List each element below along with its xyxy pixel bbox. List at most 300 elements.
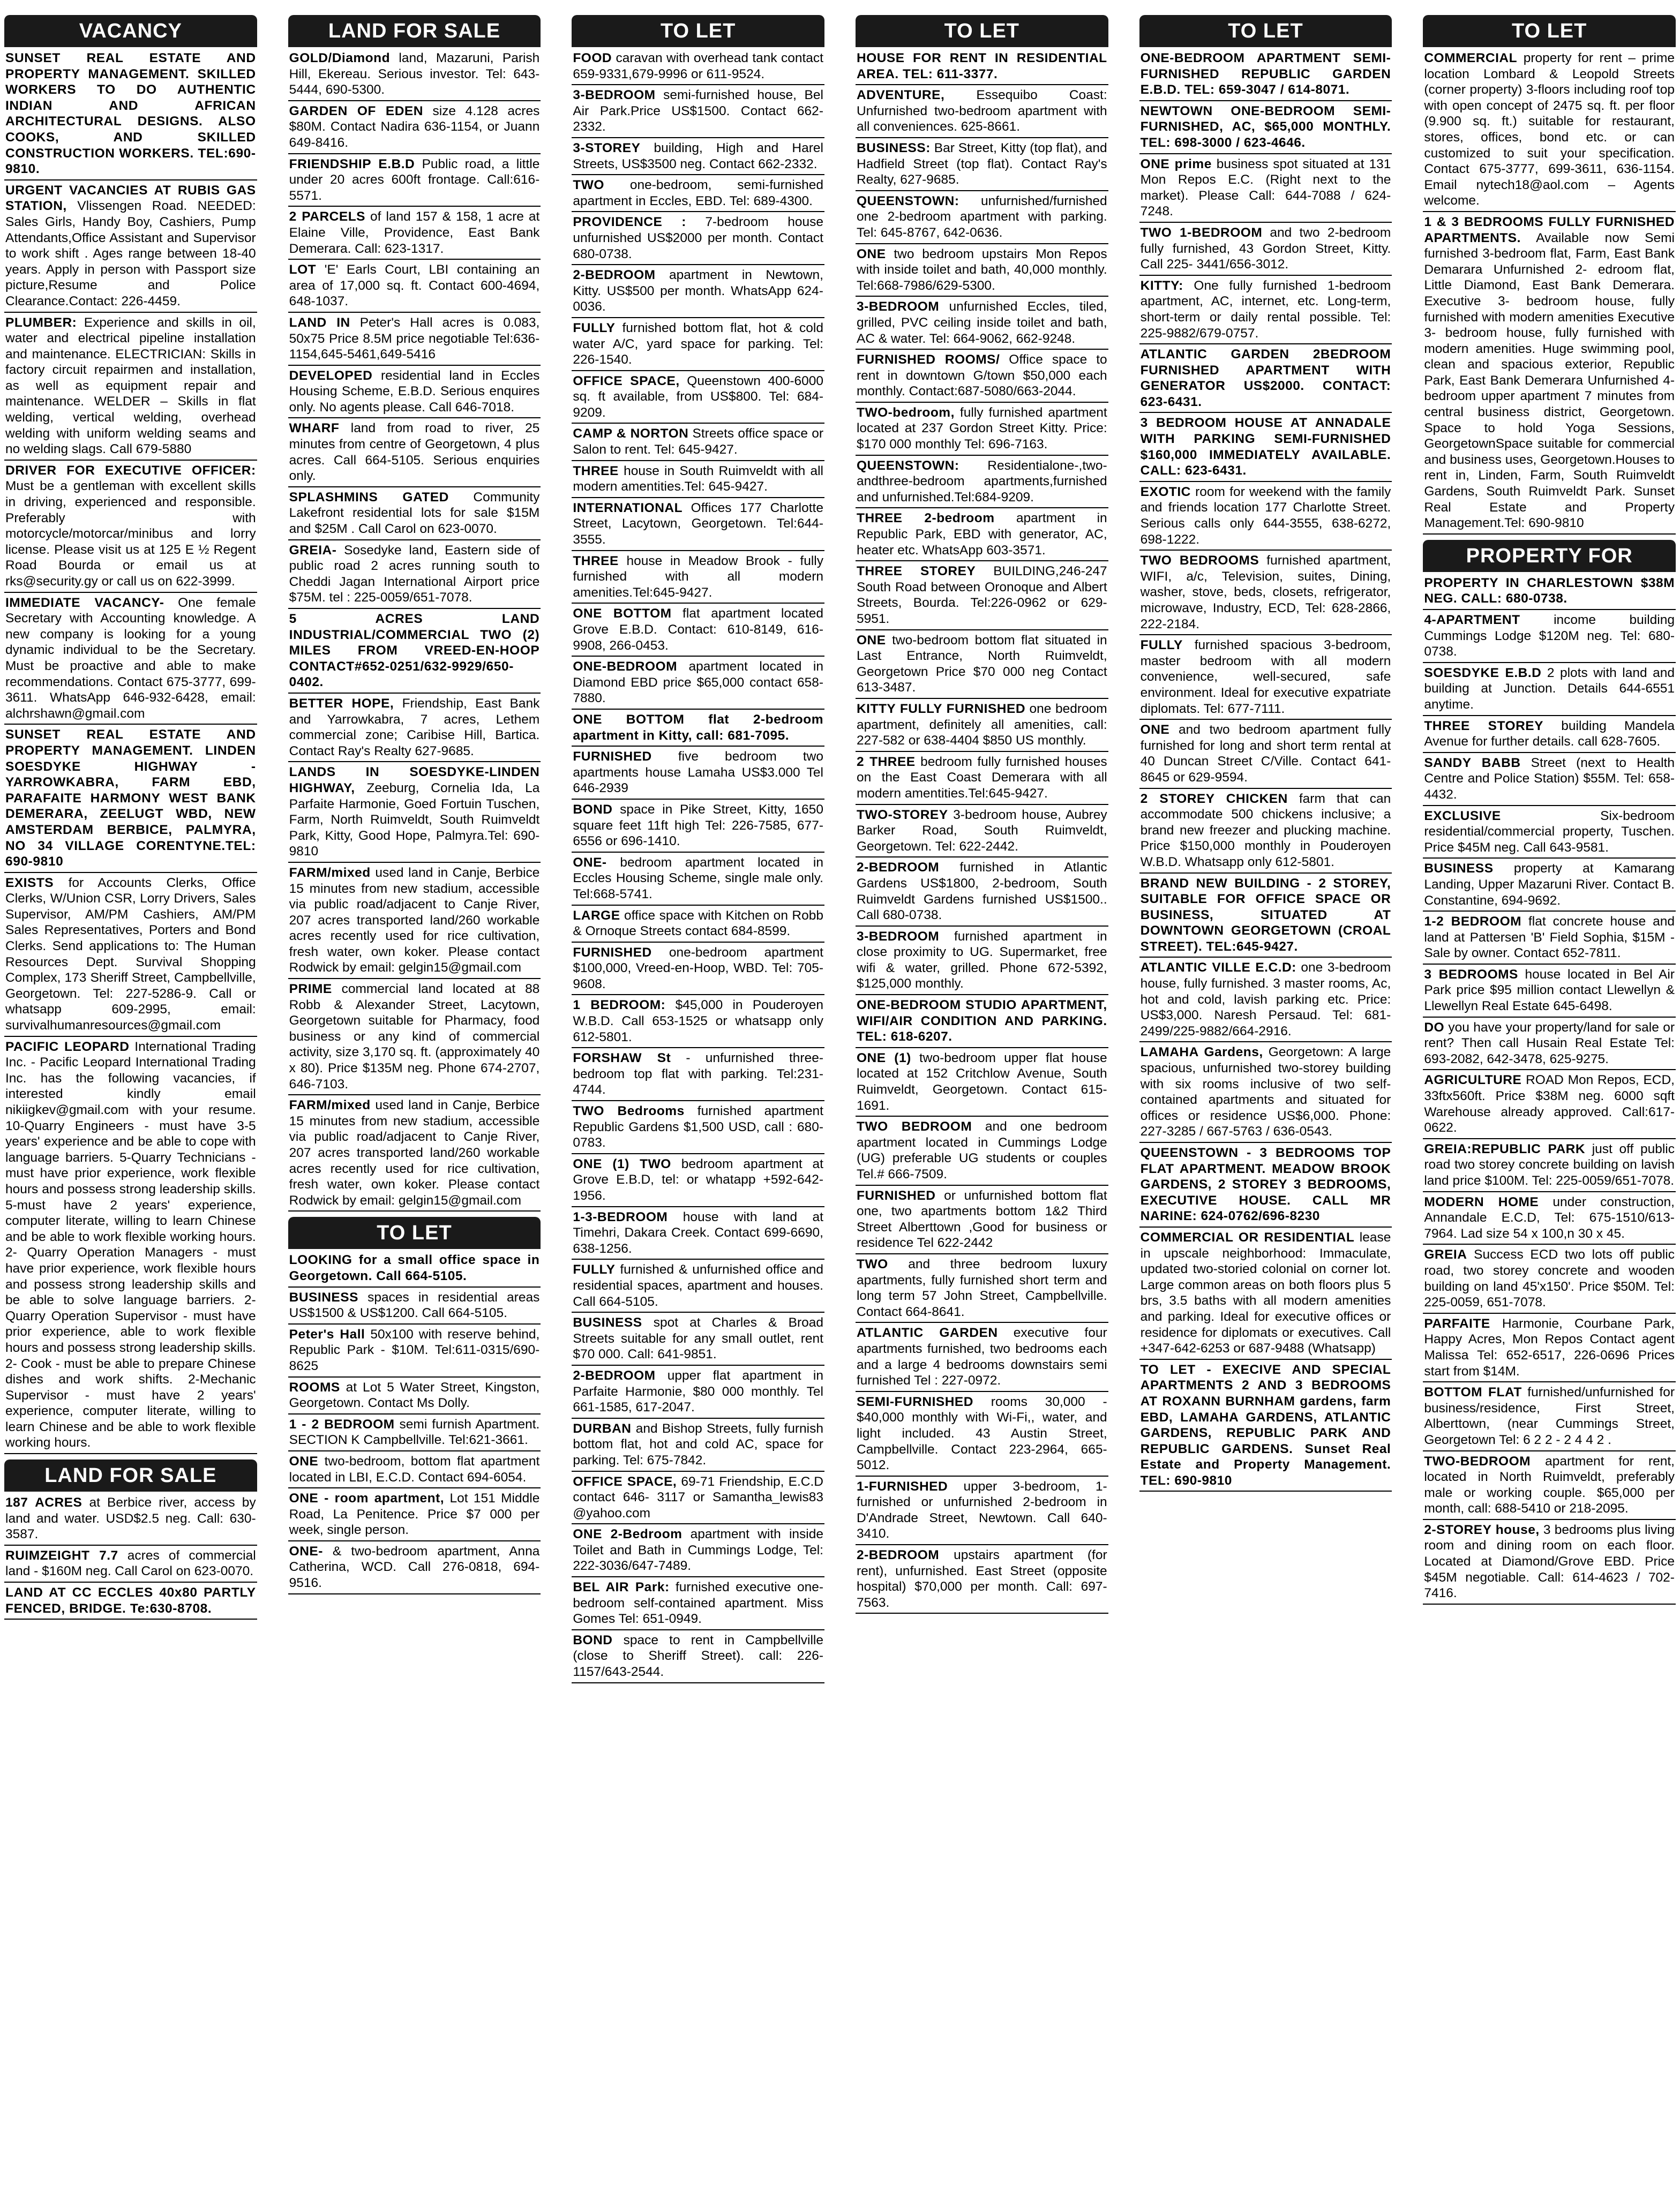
classified-ad <box>1139 103 1392 154</box>
ad-text: Friendship, East Bank and Yarrowkabra, 7 acres, Lethem commercial zone; Caribise Hill, Bartica. Contact Ray's Realty 627-9685. <box>289 696 540 758</box>
ad-text: Success ECD two lots off public road, two storey concrete and wooden building on land 45'x150'. Price $50M. Tel: 225-0059, 651-7078. <box>1424 1247 1675 1310</box>
classified-ad <box>1423 1454 1676 1520</box>
ad-text: apartment for rent, located in North Ruimveldt, preferably male or working couple. $65,000 per month, call: 688-5410 or 218-2095. <box>1424 1454 1675 1516</box>
ad-text: SUNSET REAL ESTATE AND PROPERTY MANAGEMENT. LINDEN SOESDYKE HIGHWAY - YARROWKABRA, FARM EBD, PARAFAITE HARMONY WEST BANK DEMERARA, ZEELUGT WBD, NEW AMSTERDAM BERBICE, PALMYRA, NO 34 VILLAGE CORENTYNE.TEL: 690-9810 <box>5 727 256 869</box>
ad-lead: 1 & 3 BEDROOMS FULLY FURNISHED APARTMENTS. <box>1424 214 1675 245</box>
ad-lead: FORSHAW St <box>573 1051 671 1066</box>
ad-text: space to rent in Campbellville (close to Sheriff Street). call: 226-1157/643-2544. <box>573 1632 823 1680</box>
ad-text: house with land at Timehri, Dakara Creek. Contact 699-6690, 638-1256. <box>573 1209 823 1256</box>
ad-text: flat concrete house and land at Pattersen 'B' Field Sophia, $15M - Sale by owner. Contact 652-7811. <box>1424 914 1675 961</box>
ad-lead: OFFICE SPACE, <box>573 1474 677 1489</box>
ad-lead: PACIFIC LEOPARD <box>5 1039 130 1054</box>
ad-text: farm that can accommodate 500 chickens inclusive; a brand new freezer and plucking machine. Price $150,000 monthly in Pouderoyen W.B.D. Whatsapp only 612-5801. <box>1140 791 1391 869</box>
ad-text: Street (next to Health Centre and Police Station) $55M. Tel: 658-4432. <box>1424 755 1675 802</box>
ad-lead: NEWTOWN ONE-BEDROOM SEMI-FURNISHED, AC, $65,000 MONTHLY. TEL: 698-3000 / 623-4646. <box>1140 103 1391 150</box>
classified-ad <box>1139 484 1392 551</box>
column-5 <box>1139 15 1392 2208</box>
ad-text: 7-bedroom house unfurnished US$2000 per month. Contact 680-0738. <box>573 215 823 261</box>
ad-text: bedroom fully furnished houses on the East Coast Demerara with all modern amentities.Tel:645-9427. <box>856 754 1107 801</box>
ad-lead: FARM/mixed <box>289 865 371 880</box>
ad-text: or unfurnished bottom flat one, two apartments bottom 1&2 Third Street Alberttown ,Good for business or residence Tel 622-2442 <box>856 1188 1107 1251</box>
classified-ad <box>572 1526 824 1577</box>
ad-lead: FURNISHED <box>573 749 652 764</box>
classified-ad <box>856 754 1108 805</box>
ad-lead: FURNISHED ROOMS/ <box>856 352 1000 367</box>
ad-text: commercial land located at 88 Robb & Alexander Street, Lacytown, Georgetown suitable for Pharmacy, food business or any kind of commercial activity, size 3,170 sq. ft. (approximately 40 x 80). Price $135M neg. Phone 674-2707, 646-7103. <box>289 982 540 1092</box>
classified-ad <box>4 595 257 725</box>
ad-lead: GREIA- <box>289 543 337 558</box>
classified-ad <box>288 1454 541 1488</box>
ad-lead: QUEENSTOWN: <box>856 458 959 473</box>
classified-ad <box>288 103 541 154</box>
ad-text: five bedroom two apartments house Lamaha US$3.000 Tel 646-2939 <box>573 749 823 796</box>
classified-ad <box>288 50 541 101</box>
ad-lead: BOTTOM FLAT <box>1424 1385 1522 1400</box>
ad-lead: ONE (1) TWO <box>573 1156 671 1171</box>
ad-text: & two-bedroom apartment, Anna Catherina, WCD. Call 276-0818, 694-9516. <box>289 1544 540 1591</box>
ad-text: apartment in Republic Park, EBD with generator, AC, heater etc. WhatsApp 603-3571. <box>856 511 1107 558</box>
column-2 <box>288 15 541 2208</box>
classified-ad <box>288 611 541 694</box>
classified-ad <box>1139 553 1392 635</box>
classified-ad <box>572 659 824 710</box>
ad-text: used land in Canje, Berbice 15 minutes from new stadium, accessible via public road/adjacent to Canje River, 207 acres transported land/260 workable acres recently used for rice cultivation, fresh water, own koker. Please contact Rodwick by email: gelgin15@gmail.com <box>289 865 540 975</box>
classified-ad <box>288 209 541 260</box>
ad-lead: PLUMBER: <box>5 315 77 330</box>
ad-text: and one bedroom apartment located in Cummings Lodge (UG) preferable UG students or couples Tel.# 666-7509. <box>856 1119 1107 1182</box>
classified-ad <box>288 1252 541 1287</box>
ad-lead: 1-3-BEDROOM <box>573 1209 668 1224</box>
ad-lead: FULLY <box>573 1262 616 1277</box>
ad-text: flat apartment located Grove E.B.D. Contact: 610-8149, 616-9908, 266-0453. <box>573 606 823 653</box>
ad-lead: 2-BEDROOM <box>573 268 656 283</box>
ad-text: LAND AT CC ECCLES 40x80 PARTLY FENCED, BRIDGE. Te:630-8708. <box>5 1585 256 1616</box>
ad-lead: BETTER HOPE, <box>289 696 394 711</box>
ad-text: residential land in Eccles Housing Scheme, E.B.D. Serious enquires only. No agents please. Call 646-7018. <box>289 368 540 415</box>
ad-text: semi furnish Apartment. SECTION K Campbellville. Tel:621-3661. <box>289 1417 540 1448</box>
ad-text: one-bedroom apartment $100,000, Vreed-en-Hoop, WBD. Tel: 705-9608. <box>573 945 823 991</box>
classified-ad <box>288 262 541 313</box>
ad-lead: 2-BEDROOM <box>856 860 940 875</box>
classified-ad <box>1423 967 1676 1018</box>
classified-ad <box>1423 1020 1676 1071</box>
classified-ad <box>4 50 257 180</box>
ad-lead: 187 ACRES <box>5 1495 82 1510</box>
ad-text: upstairs apartment (for rent), unfurnished. East Street (opposite hospital) $70,000 per month. Call: 697-7563. <box>856 1548 1107 1610</box>
classified-ad <box>572 500 824 551</box>
ad-lead: 2-BEDROOM <box>573 1368 656 1383</box>
classified-ad <box>572 855 824 906</box>
ad-text: 50x100 with reserve behind, Republic Park - $10M. Tel:611-0315/690-8625 <box>289 1327 540 1373</box>
ad-lead: PRIME <box>289 982 332 997</box>
classified-ad <box>572 267 824 318</box>
ad-lead: AGRICULTURE <box>1424 1073 1522 1088</box>
classified-ad <box>856 1257 1108 1323</box>
ad-lead: ATLANTIC VILLE E.C.D: <box>1140 960 1296 975</box>
classified-ad <box>288 156 541 207</box>
ad-lead: THREE <box>573 553 619 568</box>
classified-ad <box>572 87 824 138</box>
ad-text: for Accounts Clerks, Office Clerks, W/Union CSR, Lorry Drivers, Sales Supervisor, AM/PM Cashiers, AM/PM Sales Representatives, Porters and Bond Clerks. Send applications to: The Human Resources Dept. Survival Shopping Complex, 173 Sheriff Street, Campbellville, Georgetown. Tel: 227-5286-9. Call or whatsapp 609-2995, email: survivalhumanresources@gmail.com <box>5 875 256 1033</box>
ad-lead: 3 BEDROOM HOUSE AT ANNADALE WITH PARKING SEMI-FURNISHED $160,000 IMMEDIATELY AVAILABLE. CALL: 623-6431. <box>1140 416 1391 478</box>
ad-text: office space with Kitchen on Robb & Ornoque Streets contact 684-8599. <box>573 908 823 939</box>
ad-lead: 3-BEDROOM <box>856 929 940 944</box>
ad-text: acres of commercial land - $160M neg. Call Carol on 623-0070. <box>5 1548 256 1579</box>
ad-lead: ATLANTIC GARDEN <box>856 1326 998 1341</box>
classified-ad <box>1423 1247 1676 1313</box>
classified-ad <box>856 997 1108 1048</box>
classified-ad <box>572 177 824 212</box>
classified-ad <box>572 712 824 747</box>
classified-ad <box>572 1262 824 1313</box>
ad-lead: TWO <box>856 1257 888 1271</box>
ad-text: Residentialone-,two-andthree-bedroom apartments,furnished and unfurnished.Tel:684-9209. <box>856 458 1107 505</box>
ad-lead: ONE- <box>573 855 607 870</box>
ad-text: 'E' Earls Court, LBI containing an area of 17,000 sq. ft. Contact 600-4694, 648-1037. <box>289 262 540 309</box>
ad-text: building Mandela Avenue for further details. call 628-7605. <box>1424 718 1675 749</box>
ad-lead: TO LET - EXECIVE AND SPECIAL APARTMENTS 2 AND 3 BEDROOMS AT ROXANN BURNHAM gardens, farm EBD, LAMAHA GARDENS, ATLANTIC GARDENS, REPUBLIC PARK AND REPUBLIC GARDENS. Sunset Real Estate and Property Management. TEL: 690-9810 <box>1140 1362 1391 1488</box>
ad-text: one-bedroom, semi-furnished apartment in Eccles, EBD. Tel: 689-4300. <box>573 178 823 208</box>
classified-ad <box>1423 1141 1676 1192</box>
ad-lead: OFFICE SPACE, <box>573 373 680 388</box>
ad-lead: BOND <box>573 802 613 817</box>
ad-lead: 3 BEDROOMS <box>1424 967 1518 982</box>
ad-text: two-bedroom upper flat house located at 152 Critchlow Avenue, South Ruimveldt, Georgetown. Contact 615-1691. <box>856 1050 1107 1113</box>
ad-text: Queenstown 400-6000 sq. ft available, from US$800. Tel: 684-9209. <box>573 373 823 420</box>
ad-text: lease in upscale neighborhood: Immaculate, updated two-storied colonial on corner lot. Large common areas on both floors plus 5 brs, 3.5 baths with all modern amenities and parking. Ideal for executive offices or residence for diplomats or executives. Call +347-642-6253 or 687-9488 (Whatsapp) <box>1140 1230 1391 1356</box>
ad-text: just off public road two storey concrete building on lavish land price $100M. Tel: 225-0059/651-7078. <box>1424 1141 1675 1188</box>
classified-ad <box>856 510 1108 561</box>
classified-ad <box>572 1579 824 1630</box>
ad-lead: BUSINESS <box>1424 861 1494 876</box>
ad-lead: MODERN HOME <box>1424 1194 1539 1209</box>
classified-ad <box>572 426 824 461</box>
classified-ad <box>856 1188 1108 1254</box>
ad-lead: HOUSE FOR RENT IN RESIDENTIAL AREA. TEL: 611-3377. <box>856 51 1107 81</box>
ad-text: one bedroom apartment, definitely all amenities, call: 227-582 or 638-4404 $850 US monthly. <box>856 701 1107 748</box>
classified-ad <box>572 749 824 800</box>
ad-text: Sosedyke land, Eastern side of public road 2 acres running south to Cheddi Jagan International Airport price $75M. tel : 225-0059/651-7078. <box>289 543 540 605</box>
classified-ad <box>572 50 824 85</box>
ad-text: at Berbice river, access by land and water. USD$2.5 neg. Call: 630-3587. <box>5 1495 256 1542</box>
classified-ad <box>1423 1522 1676 1605</box>
ad-text: two-bedroom, bottom flat apartment located in LBI, E.C.D. Contact 694-6054. <box>289 1454 540 1485</box>
classified-ad <box>856 860 1108 926</box>
ad-lead: SPLASHMINS GATED <box>289 490 449 505</box>
classified-ad <box>572 463 824 498</box>
ad-lead: LANDS IN SOESDYKE-LINDEN HIGHWAY, <box>289 765 540 795</box>
classified-ad <box>1423 1385 1676 1451</box>
ad-text: One fully furnished 1-bedroom apartment, AC, internet, etc. Long-term, short-term or daily rental possible. Tel: 225-9882/679-0757. <box>1140 278 1391 341</box>
ad-lead: ONE (1) <box>856 1050 911 1065</box>
classified-ad <box>1139 1230 1392 1360</box>
classified-ad <box>856 299 1108 350</box>
ad-text: 3 bedrooms plus living room and dining room on each floor. Located at Diamond/Grove EBD. Price $45M negotiable. Call: 614-4623 / 702-7416. <box>1424 1522 1675 1601</box>
classified-ad <box>288 1380 541 1415</box>
ad-text: furnished apartment, WIFI, a/c, Television, suites, Dining, washer, stove, beds, closets, refrigerator, microwave, Industry, ECD, Tel: 628-2866, 222-2184. <box>1140 553 1391 631</box>
ad-text: furnished in Atlantic Gardens US$1800, 2-bedroom, South Ruimveldt Gardens furnished US$1500.. Call 680-0738. <box>856 860 1107 923</box>
ad-text: used land in Canje, Berbice 15 minutes from new stadium, accessible via public road/adjacent to Canje River, 207 acres transported land/260 workable acres recently used for rice cultivation, fresh water, own koker. Please contact Rodwick by email: gelgin15@gmail.com <box>289 1098 540 1208</box>
ad-lead: ONE <box>856 246 886 261</box>
ad-lead: KITTY: <box>1140 278 1183 293</box>
ad-text: Vlissengen Road. NEEDED: Sales Girls, Handy Boy, Cashiers, Pump Attendants,Office Assistant and Supervisor to work shift . Ages range between 18-40 years. Apply in person with Passport size picture,Resume and Police Clearance.Contact: 226-4459. <box>5 199 256 309</box>
classified-ad <box>288 764 541 863</box>
ad-text: 2 plots with land and building at Junction. Details 644-6551 anytime. <box>1424 665 1675 712</box>
ad-lead: ONE BOTTOM <box>573 606 672 621</box>
ad-text: ROAD Mon Repos, ECD, 33ftx560ft. Price $38M neg. 6000 sqft Warehouse already approved. Call:617-0622. <box>1424 1073 1675 1135</box>
ad-text: furnished executive one-bedroom self-contained apartment. Miss Gomes Tel: 651-0949. <box>573 1580 823 1627</box>
classified-ad <box>856 1050 1108 1117</box>
column-1 <box>4 15 257 2208</box>
column-4 <box>856 15 1108 2208</box>
classified-ad <box>856 50 1108 85</box>
ad-text: Bar Street, Kitty (top flat), and Hadfield Street (top flat). Contact Ray's Realty, 627-9685. <box>856 140 1107 187</box>
ad-lead: 1-FURNISHED <box>856 1479 948 1494</box>
classified-ad <box>4 463 257 593</box>
ad-text: size 4.128 acres $80M. Contact Nadira 636-1154, or Juann 649-8416. <box>289 103 540 150</box>
ad-lead: KITTY FULLY FURNISHED <box>856 701 1026 716</box>
classified-ad <box>1423 914 1676 965</box>
classified-ad <box>856 193 1108 244</box>
section-header: LAND FOR SALE <box>4 1459 257 1492</box>
classified-ad <box>572 1050 824 1101</box>
ad-text: of land 157 & 158, 1 acre at Elaine Ville, Providence, East Bank Demerara. Call: 623-1317. <box>289 209 540 256</box>
ad-text: furnished & unfurnished office and residential spaces, apartment and houses. Call 664-5105. <box>573 1262 823 1309</box>
ad-lead: SANDY BABB <box>1424 755 1521 770</box>
classified-ad <box>856 807 1108 858</box>
ad-text: one 3-bedroom house, fully furnished. 3 master rooms, Ac, hot and cold, lavish parking etc. Price: US$3,000. Naresh Persaud. Tel: 681-2499/225-9882/664-2916. <box>1140 960 1391 1039</box>
classified-ad <box>288 368 541 419</box>
classified-ad <box>572 606 824 657</box>
classified-ad <box>572 373 824 424</box>
classified-ad <box>4 875 257 1037</box>
ad-lead: THREE STOREY <box>856 564 976 579</box>
ad-text: International Trading Inc. - Pacific Leopard International Trading Inc. has the following vacancies, if interested kindly email nikiigkev@gmail.com with your resume. 10-Quarry Engineers - must have 3-5 years' experience and be able to cope with language barriers. 5-Quarry Technicians - must have prior experience, work flexible hours and possess strong leadership skills. 5-must have 2 years' experience, computer literate, willing to learn Chinese and be able to work flexible working hours. 2- Quarry Operation Managers - must have prior experience, work flexible hours and possess strong leadership skills and be able to solve language barriers. 2- Quarry Operation Supervisor - must have prior experience, able to work flexible hours and possess strong leadership skills. 2- Cook - must be able to prepare Chinese dishes and work shifts. 2-Mechanic Supervisor - must have 2 years' experience, computer literate, willing to learn Chinese and be able to work flexible working hours. <box>5 1039 256 1450</box>
column-6 <box>1423 15 1676 2208</box>
classified-ad <box>856 352 1108 403</box>
classified-ad <box>1139 225 1392 276</box>
ad-lead: BUSINESS <box>289 1290 358 1305</box>
classified-ad <box>1423 755 1676 806</box>
ad-text: 69-71 Friendship, E.C.D contact 646- 3117 or Samantha_lewis83 @yahoo.com <box>573 1474 823 1521</box>
classified-ad <box>288 1491 541 1541</box>
ad-text: house in Meadow Brook - fully furnished with all modern amenities.Tel:645-9427. <box>573 553 823 600</box>
classified-ad <box>1139 347 1392 413</box>
classified-ad <box>288 1327 541 1378</box>
classified-ad <box>572 1421 824 1472</box>
ad-text: and two 2-bedroom fully furnished, 43 Gordon Street, Kitty. Call 225- 3441/656-3012. <box>1140 225 1391 272</box>
ad-lead: COMMERCIAL <box>1424 51 1518 65</box>
classified-ad <box>572 553 824 604</box>
ad-lead: SEMI-FURNISHED <box>856 1394 973 1409</box>
ad-lead: FRIENDSHIP E.B.D <box>289 156 415 171</box>
ad-text: furnished bottom flat, hot & cold water A/C, yard space for parking. Tel: 226-1540. <box>573 320 823 367</box>
classified-ad <box>572 1156 824 1207</box>
ad-text: property for rent – prime location Lombard & Leopold Streets (corner property) 3-floors including roof top with open concept of 2475 sq. ft. per floor (9.900 sq. ft.) suitable for restaurant, stores, offices, bond etc. or can customized to suit your specification. Contact 675-3777, 699-3611, 636-1154. Email nytech18@aol.com – Agents welcome. <box>1424 51 1675 208</box>
classified-ad <box>1139 637 1392 720</box>
ad-lead: LAMAHA Gardens, <box>1140 1045 1263 1060</box>
classified-ad <box>1423 1072 1676 1139</box>
ad-text: two bedroom upstairs Mon Repos with inside toilet and bath, 40,000 monthly. Tel:668-7986/629-5300. <box>856 246 1107 293</box>
classified-ad <box>4 1039 257 1454</box>
ad-text: Peter's Hall acres is 0.083, 50x75 Price 8.5M price negotiable Tel:636-1154,645-5461,649-5416 <box>289 315 540 362</box>
ad-lead: FURNISHED <box>856 1188 936 1203</box>
ad-lead: ONE <box>1140 723 1170 738</box>
ad-text: Available now Semi furnished 3-bedroom flat, Farm, East Bank Demarara Unfurnished 2- edroom flat, Little Diamond, East Bank Demerara. Executive 3- bedroom house, fully furnished with modern amenities Executive 3- bedroom house, fully furnished with modern amenities. Huge swimming pool, clean and spacious exterior, Republic Park, East Bank Demerara Unfurnished 4- bedroom upper apartment 7 minutes from central business district, Georgetown. Space to hold Yoga Sessions, GeorgetownSpace suitable for commercial and business uses, Georgetown.Houses to rent in, Linden, Farm, South Ruimveldt Gardens, South Ruimveldt Park. Sunset Real Estate and Property Management.Tel: 690-9810 <box>1424 230 1675 531</box>
classified-ad <box>856 246 1108 297</box>
ad-lead: LOT <box>289 262 317 277</box>
classified-ad <box>856 701 1108 752</box>
ad-lead: 2-STOREY house, <box>1424 1522 1540 1537</box>
classified-ad <box>856 458 1108 509</box>
classified-ad <box>1139 1145 1392 1228</box>
classified-ad <box>288 1290 541 1325</box>
ad-text: rooms 30,000 - $40,000 monthly with Wi-Fi,, water, and light included. 43 Austin Street, Campbellville. Contact 223-2964, 665-5012. <box>856 1394 1107 1473</box>
classified-ad <box>288 981 541 1095</box>
ad-lead: ADVENTURE, <box>856 88 945 103</box>
ad-lead: FULLY <box>1140 638 1183 653</box>
ad-lead: BUSINESS <box>573 1315 642 1330</box>
classified-ad <box>1139 722 1392 788</box>
ad-text: and three bedroom luxury apartments, fully furnished short term and long term 57 John Street, Campbellville. Contact 664-8641. <box>856 1257 1107 1319</box>
classified-ad <box>4 315 257 461</box>
ad-text: apartment located in Diamond EBD price $65,000 contact 658-7880. <box>573 659 823 706</box>
section-header: PROPERTY FOR <box>1423 540 1676 572</box>
classified-ad <box>288 315 541 366</box>
ad-lead: ROOMS <box>289 1380 340 1395</box>
ad-text: Lot 151 Middle Road, La Penitence. Price $7 000 per week, single person. <box>289 1491 540 1538</box>
ad-text: apartment in Newtown, Kitty. US$500 per month. WhatsApp 624-0036. <box>573 268 823 314</box>
ad-lead: 1-2 BEDROOM <box>1424 914 1522 929</box>
ad-text: semi-furnished house, Bel Air Park.Price US$1500. Contact 662-2332. <box>573 88 823 134</box>
ad-lead: TWO Bedrooms <box>573 1104 685 1119</box>
ad-text: $45,000 in Pouderoyen W.B.D. Call 653-1525 or whatsapp only 612-5801. <box>573 998 823 1044</box>
classified-ad <box>572 320 824 371</box>
classified-ad <box>856 1547 1108 1614</box>
ad-text: Essequibo Coast: Unfurnished two-bedroom apartment with all conveniences. 625-8661. <box>856 88 1107 134</box>
ad-text: upper 3-bedroom, 1-furnished or unfurnished 2-bedroom in D'Andrade Street, Newtown. Call 640-3410. <box>856 1479 1107 1541</box>
classified-columns <box>4 15 1676 2208</box>
ad-lead: ONE prime <box>1140 156 1212 171</box>
ad-text: furnished/unfurnished for business/residence, First Street, Alberttown, (near Cummings Street, Georgetown Tel: 6 2 2 - 2 4 4 2 . <box>1424 1385 1675 1447</box>
classified-ad <box>572 1103 824 1154</box>
classified-ad <box>572 140 824 175</box>
ad-lead: SOESDYKE E.B.D <box>1424 665 1542 680</box>
ad-lead: QUEENSTOWN - 3 BEDROOMS TOP FLAT APARTMENT. MEADOW BROOK GARDENS, 2 STOREY 3 BEDROOMS, EXECUTIVE HOUSE. CALL MR NARINE: 624-0762/696-8230 <box>1140 1146 1391 1224</box>
ad-lead: TWO-bedroom, <box>856 405 955 420</box>
ad-lead: INTERNATIONAL <box>573 500 683 515</box>
ad-lead: LAND IN <box>289 315 350 330</box>
ad-text: income building Cummings Lodge $120M neg. Tel: 680-0738. <box>1424 613 1675 659</box>
ad-lead: GREIA:REPUBLIC PARK <box>1424 1141 1586 1156</box>
classified-ad <box>1423 612 1676 663</box>
classified-ad <box>288 1097 541 1212</box>
ad-lead: COMMERCIAL OR RESIDENTIAL <box>1140 1230 1355 1245</box>
ad-text: BUILDING,246-247 South Road between Oronoque and Albert Streets, Bourda. Tel:226-0962 or 629-5951. <box>856 564 1107 626</box>
ad-text: fully furnished apartment located at 237 Gordon Street Kitty. Price: $170 000 monthly Tel: 696-7163. <box>856 405 1107 452</box>
classified-ad <box>572 1474 824 1525</box>
ad-text: upper flat apartment in Parfaite Harmonie, $80 000 monthly. Tel 661-1585, 617-2047. <box>573 1368 823 1415</box>
ad-text: - unfurnished three-bedroom top flat with parking. Tel:231-4744. <box>573 1051 823 1097</box>
ad-lead: ONE <box>856 633 886 648</box>
classified-ad <box>572 945 824 996</box>
ad-lead: TWO BEDROOM <box>856 1119 972 1134</box>
ad-lead: BOND <box>573 1632 613 1647</box>
ad-lead: 1 BEDROOM: <box>573 998 666 1013</box>
ad-lead: GOLD/Diamond <box>289 51 391 65</box>
ad-lead: LOOKING for a small office space in Georgetown. Call 664-5105. <box>289 1253 540 1283</box>
section-header: LAND FOR SALE <box>288 15 541 47</box>
classified-ad <box>1139 791 1392 874</box>
ad-lead: 2 THREE <box>856 754 916 769</box>
ad-text: land, Mazaruni, Parish Hill, Ekereau. Serious investor. Tel: 643-5444, 690-5300. <box>289 51 540 97</box>
ad-text: and two bedroom apartment fully furnished for long and short term rental at 40 Duncan Street C/Ville. Contact 641-8645 or 629-9594. <box>1140 723 1391 785</box>
ad-text: space in Pike Street, Kitty, 1650 square feet 11ft high Tel: 226-7585, 677-6556 or 696-1410. <box>573 802 823 849</box>
ad-lead: BEL AIR Park: <box>573 1580 670 1595</box>
classified-ad <box>856 633 1108 699</box>
classified-ad <box>1423 575 1676 610</box>
classified-ad <box>572 214 824 265</box>
classified-ad <box>1423 1194 1676 1245</box>
ad-lead: FULLY <box>573 320 616 335</box>
ad-lead: BRAND NEW BUILDING - 2 STOREY, SUITABLE FOR OFFICE SPACE OR BUSINESS, SITUATED AT DOWNTOWN GEORGETOWN (CROAL STREET). TEL:645-9427. <box>1140 876 1391 954</box>
ad-text: spot at Charles & Broad Streets suitable for any small outlet, rent $70 000. Call: 641-9851. <box>573 1315 823 1362</box>
ad-text: bedroom apartment located in Eccles Housing Scheme, single male only. Tel:668-5741. <box>573 855 823 901</box>
classified-ad <box>572 1209 824 1260</box>
ad-text: Offices 177 Charlotte Street, Lacytown, Georgetown. Tel:644-3555. <box>573 500 823 547</box>
ad-text: caravan with overhead tank contact 659-9331,679-9996 or 611-9524. <box>573 51 823 81</box>
ad-text: business spot situated at 131 Mon Repos E.C. (Right next to the market). Please Call: 644-7088 / 624-7248. <box>1140 156 1391 219</box>
ad-lead: LARGE <box>573 908 620 923</box>
ad-lead: FOOD <box>573 51 612 65</box>
ad-text: apartment with inside Toilet and Bath in Cummings Lodge, Tel: 222-3036/647-7489. <box>573 1527 823 1574</box>
ad-lead: 3-STOREY <box>573 140 641 155</box>
classified-ad <box>856 140 1108 191</box>
classified-ad <box>288 1417 541 1451</box>
classified-ad <box>1423 665 1676 716</box>
classified-ad <box>572 997 824 1048</box>
ad-lead: 2 STOREY CHICKEN <box>1140 791 1288 806</box>
classified-ad <box>856 929 1108 995</box>
section-header: TO LET <box>1423 15 1676 47</box>
classified-ad <box>288 490 541 540</box>
ad-lead: EXOTIC <box>1140 484 1191 499</box>
ad-text: One female Secretary with Accounting knowledge. A new company is looking for a young dynamic individual to be the Secretary. Must be proactive and able to make recommendations. Contact 675-3777, 699-3611. WhatsApp 646-932-6428, email: alchrshawn@gmail.com <box>5 595 256 721</box>
classified-ad <box>4 183 257 313</box>
ad-lead: DURBAN <box>573 1421 632 1436</box>
ad-text: land from road to river, 25 minutes from centre of Georgetown, 4 plus acres. Call 664-5105. Serious enquiries only. <box>289 421 540 484</box>
classified-ad <box>1423 50 1676 212</box>
ad-lead: ONE <box>289 1454 319 1469</box>
ad-lead: EXISTS <box>5 875 54 890</box>
ad-text: Six-bedroom residential/commercial property, Tuschen. Price $45M neg. Call 643-9581. <box>1424 808 1675 855</box>
ad-lead: TWO BEDROOMS <box>1140 553 1259 568</box>
classified-ad <box>1139 156 1392 223</box>
ad-text: unfurnished Eccles, tiled, grilled, PVC ceiling inside toilet and bath, AC & water. Tel: 664-9062, 662-9248. <box>856 299 1107 346</box>
ad-lead: RUIMZEIGHT 7.7 <box>5 1548 118 1563</box>
classified-ad <box>572 1632 824 1683</box>
classified-ad <box>856 563 1108 630</box>
ad-text: furnished apartment in close proximity to UG. Supermarket, free wifi & water, grilled. Phone 672-5392, $125,000 monthly. <box>856 929 1107 991</box>
classified-ad <box>1423 808 1676 859</box>
ad-lead: FURNISHED <box>573 945 652 960</box>
classified-ad <box>1139 960 1392 1042</box>
ad-lead: URGENT VACANCIES AT RUBIS GAS STATION, <box>5 183 256 214</box>
classified-ad <box>1423 1316 1676 1382</box>
classified-ad <box>572 908 824 943</box>
ad-lead: DEVELOPED <box>289 368 373 383</box>
ad-lead: PROVIDENCE : <box>573 215 686 230</box>
